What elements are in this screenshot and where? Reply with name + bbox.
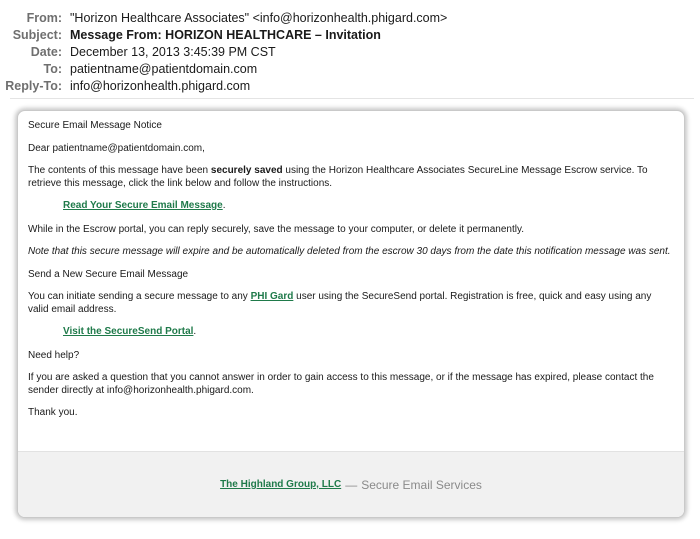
read-link-row bbox=[28, 200, 674, 213]
footer-dash: — bbox=[345, 477, 358, 492]
visit-link-suffix: . bbox=[193, 326, 197, 337]
from-label: From: bbox=[26, 11, 62, 25]
help-paragraph: If you are asked a question that you cannot answer in order to gain access to this message, or if the message has expired, please contact the sender directly at info@horizonhealth.phigard.com. bbox=[28, 372, 654, 396]
intro-text-1: The contents of this message have been bbox=[28, 165, 211, 176]
escrow-paragraph: While in the Escrow portal, you can reply securely, save the message to your computer, or delete it permanently. bbox=[28, 223, 524, 235]
message-footer bbox=[18, 451, 684, 517]
phi-gard-link[interactable]: PHI Gard bbox=[250, 291, 294, 302]
subject-label: Subject: bbox=[12, 28, 62, 42]
message-card bbox=[17, 110, 685, 518]
email-headers bbox=[0, 10, 700, 95]
footer-tagline: Secure Email Services bbox=[361, 477, 482, 492]
send-paragraph bbox=[28, 291, 674, 316]
expiry-note-text: Note that this secure message will expire and be automatically deleted from the escrow 30 days from the date this notification message was sent. bbox=[28, 246, 671, 257]
read-link-suffix: . bbox=[222, 200, 226, 211]
to-value[interactable]: patientname@patientdomain.com bbox=[70, 62, 258, 76]
intro-paragraph bbox=[28, 165, 674, 190]
reply-to-value[interactable]: info@horizonhealth.phigard.com bbox=[70, 79, 251, 93]
notice-title: Secure Email Message Notice bbox=[28, 120, 162, 131]
expiry-note bbox=[28, 246, 674, 259]
read-message-link[interactable]: Read Your Secure Email Message bbox=[63, 200, 223, 211]
header-from bbox=[0, 10, 700, 27]
reply-to-label: Reply-To: bbox=[5, 79, 62, 93]
date-label: Date: bbox=[30, 45, 62, 59]
intro-text-2: using the Horizon Healthcare Associates SecureLine Message Escrow service. To retrieve this message, click the link below and follow the instructions. bbox=[28, 165, 648, 189]
header-date bbox=[0, 44, 700, 61]
send-text-2: user using the SecureSend portal. Registration is free, quick and easy using any valid email address. bbox=[28, 291, 652, 315]
thanks: Thank you. bbox=[28, 407, 78, 418]
company-link[interactable]: The Highland Group, LLC bbox=[220, 479, 342, 490]
header-divider bbox=[10, 98, 694, 99]
header-subject bbox=[0, 27, 700, 44]
help-title: Need help? bbox=[28, 349, 80, 361]
greeting: Dear patientname@patientdomain.com, bbox=[28, 142, 205, 154]
from-value[interactable]: "Horizon Healthcare Associates" <info@horizonhealth.phigard.com> bbox=[70, 11, 448, 25]
send-title: Send a New Secure Email Message bbox=[28, 268, 189, 280]
header-to bbox=[0, 61, 700, 78]
header-reply-to bbox=[0, 78, 700, 95]
to-label: To: bbox=[43, 62, 62, 76]
visit-link-row bbox=[28, 326, 674, 339]
message-body bbox=[18, 111, 684, 420]
send-text-1: You can initiate sending a secure message to any bbox=[28, 291, 251, 302]
subject-value: Message From: HORIZON HEALTHCARE – Invitation bbox=[70, 28, 381, 42]
date-value: December 13, 2013 3:45:39 PM CST bbox=[70, 45, 276, 59]
visit-portal-link[interactable]: Visit the SecureSend Portal bbox=[63, 326, 194, 337]
intro-bold: securely saved bbox=[210, 165, 283, 176]
